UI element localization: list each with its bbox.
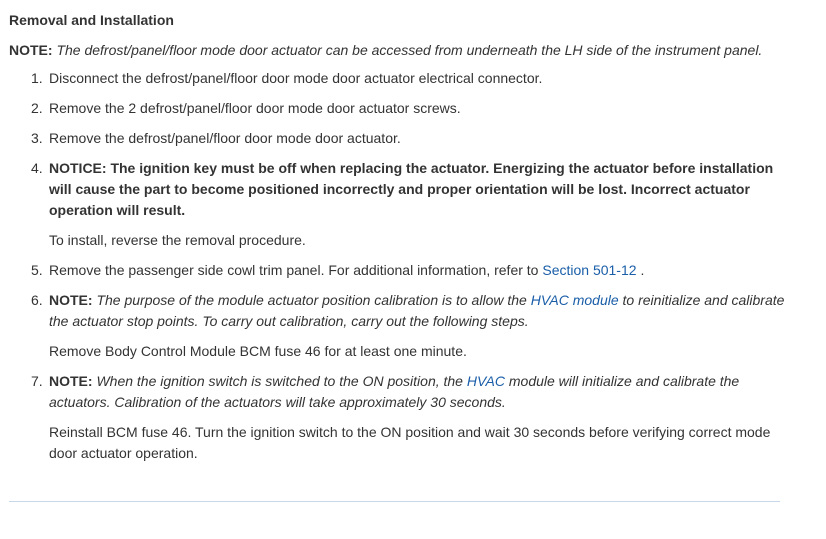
procedure-content <box>9 11 799 473</box>
step-number: 4. <box>31 160 43 176</box>
section-title: Removal and Installation <box>9 12 174 28</box>
note-text: The defrost/panel/floor mode door actuator can be accessed from underneath the LH side of the instrument panel. <box>56 42 763 58</box>
hvac-link[interactable]: HVAC <box>466 373 505 389</box>
step-number: 6. <box>31 292 43 308</box>
step-number: 1. <box>31 70 43 86</box>
note-text-before: When the ignition switch is switched to the ON position, the <box>96 373 463 389</box>
step-4 <box>9 158 799 251</box>
notice-text: NOTICE: The ignition key must be off when replacing the actuator. Energizing the actuator before installation will cause the part to become positioned incorrectly and proper orientation will be lost. Incorrect actuator operation will result. <box>49 160 774 218</box>
step-subtext: Reinstall BCM fuse 46. Turn the ignition switch to the ON position and wait 30 seconds before verifying correct mode door actuator operation. <box>49 424 771 461</box>
step-text: Remove the defrost/panel/floor door mode door actuator. <box>49 130 401 146</box>
note-text-before: The purpose of the module actuator position calibration is to allow the <box>96 292 527 308</box>
step-text <box>49 260 789 281</box>
note-text-after: to reinitialize and calibrate the actuator stop points. To carry out calibration, carry out the following steps. <box>49 292 785 329</box>
step-7 <box>9 371 799 464</box>
step-subtext: Remove Body Control Module BCM fuse 46 for at least one minute. <box>49 343 467 359</box>
hvac-module-link[interactable]: HVAC module <box>530 292 619 308</box>
steps-list <box>9 68 799 464</box>
note-label: NOTE: <box>9 42 53 58</box>
step-number: 3. <box>31 130 43 146</box>
step-6 <box>9 290 799 362</box>
intro-note <box>9 40 799 60</box>
note-label: NOTE: <box>49 373 93 389</box>
note-text-after: module will initialize and calibrate the actuators. Calibration of the actuators will take approximately 30 seconds. <box>49 373 740 410</box>
step-3 <box>9 128 799 149</box>
note-label: NOTE: <box>49 292 93 308</box>
step-5 <box>9 260 799 281</box>
step-text: Remove the 2 defrost/panel/floor door mode door actuator screws. <box>49 100 461 116</box>
step-number: 2. <box>31 100 43 116</box>
section-501-12-link[interactable]: Section 501-12 <box>542 262 637 278</box>
step-note <box>49 290 789 332</box>
step-text-before: Remove the passenger side cowl trim panel. For additional information, refer to <box>49 262 539 278</box>
step-subtext: To install, reverse the removal procedure. <box>49 232 306 248</box>
section-divider <box>9 501 780 502</box>
step-1 <box>9 68 799 89</box>
step-number: 7. <box>31 373 43 389</box>
step-2 <box>9 98 799 119</box>
step-text-after: . <box>640 262 645 278</box>
step-text: Disconnect the defrost/panel/floor door mode door actuator electrical connector. <box>49 70 543 86</box>
step-note <box>49 371 789 413</box>
step-number: 5. <box>31 262 43 278</box>
